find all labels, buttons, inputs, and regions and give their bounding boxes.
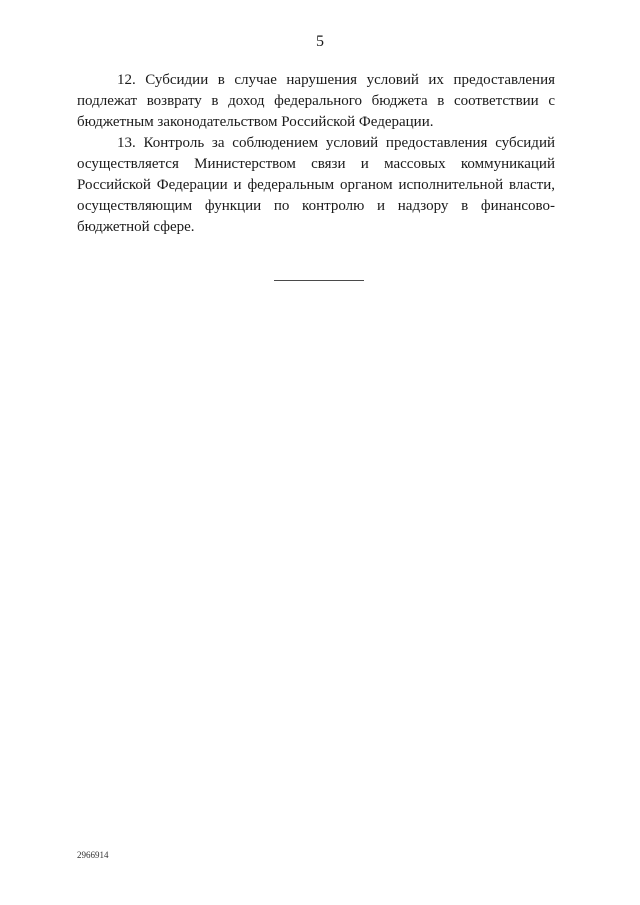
document-code: 2966914: [77, 850, 109, 860]
paragraph-12: 12. Субсидии в случае нарушения условий их предоставления подлежат возврату в доход федерального бюджета в соответствии с бюджетным законодательством Российской Федерации.: [77, 72, 555, 130]
page-number: 5: [316, 33, 324, 50]
document-body: [77, 70, 555, 238]
end-of-text-divider: [274, 280, 364, 281]
paragraph-13: 13. Контроль за соблюдением условий предоставления субсидий осуществляется Министерством связи и массовых коммуникаций Российской Федерации и федеральным органом исполнительной власти, осуществляющим функции по контролю и надзору в финансово-бюджетной сфере.: [77, 135, 555, 235]
